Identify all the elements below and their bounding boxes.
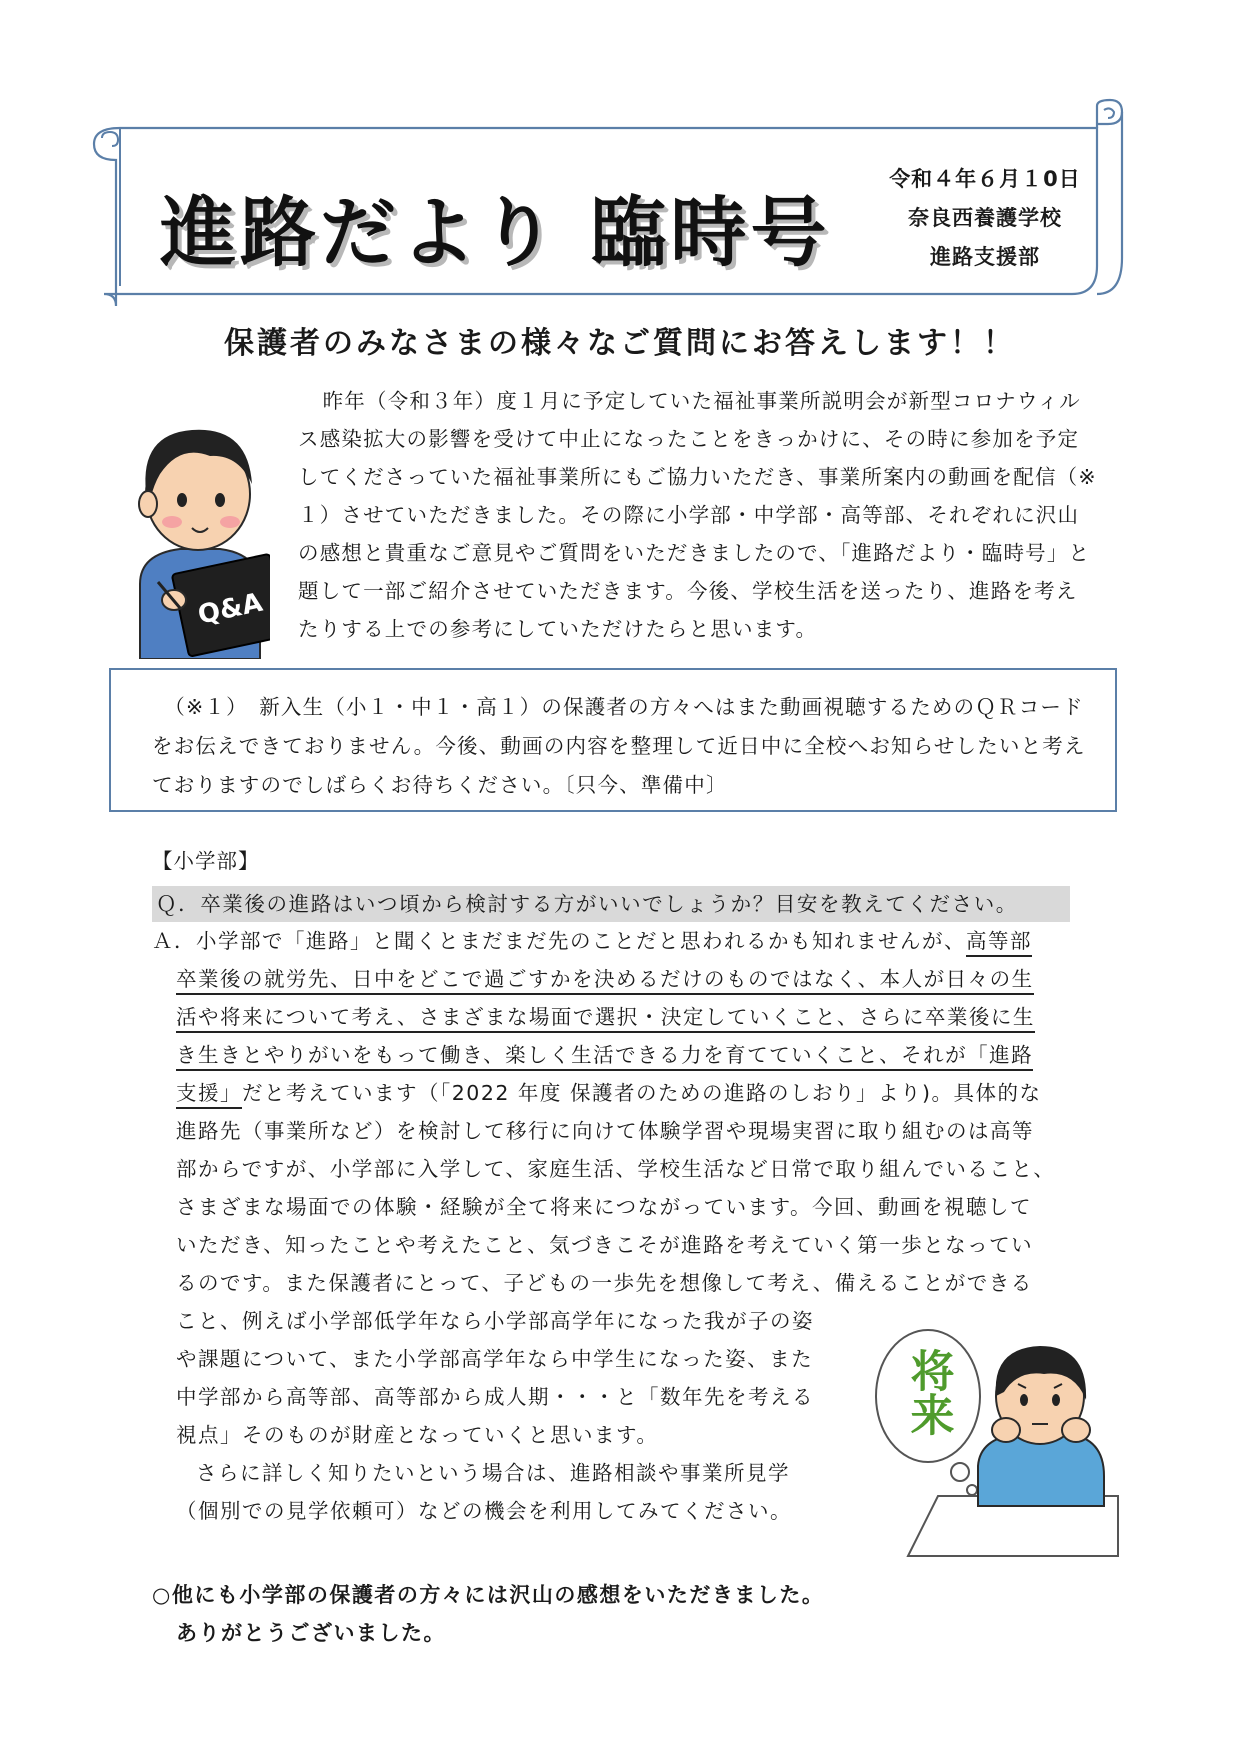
intro-paragraph: 昨年（令和３年）度１月に予定していた福祉事業所説明会が新型コロナウィルス感染拡大の影響を受けて中止になったことをきっかけに、その時に参加を予定してくださっていた福祉事業所にもご協力いただき、事業所案内の動画を配信（※１）させていただきました。その際に小学部・中学部・高等部、それぞれに沢山の感想と貴重なご意見やご質問をいただきましたので、「進路だより・臨時号」と題して一部ご紹介させていただきます。今後、学校生活を送ったり、進路を考えたりする上での参考にしていただけたらと思います。 <box>298 389 1097 641</box>
closing-line-2: ありがとうございました。 <box>176 1621 446 1645</box>
answer-line-10: るのです。また保護者にとって、子どもの一歩先を想像して考え、備えることができる <box>176 1271 1033 1295</box>
answer-line-14: 視点」そのものが財産となっていくと思います。 <box>176 1423 659 1447</box>
answer-line-7: 部からですが、小学部に入学して、家庭生活、学校生活など日常で取り組んでいること、 <box>176 1157 1056 1181</box>
department-name: 進路支援部 <box>930 245 1040 269</box>
answer-line-1 <box>152 922 1032 960</box>
thought-text: 将来 <box>902 1348 954 1436</box>
answer-line-6: 進路先（事業所など）を検討して移行に向けて体験学習や現場実習に取り組むのは高等 <box>176 1119 1034 1143</box>
school-name: 奈良西養護学校 <box>908 206 1062 230</box>
answer-line-11: こと、例えば小学部低学年なら小学部高学年になった我が子の姿 <box>176 1309 814 1333</box>
answer-underlined: 高等部 <box>966 929 1032 957</box>
answer-text: だと考えています（「2022 年度 保護者のための進路のしおり」より)。具体的な <box>242 1081 1042 1105</box>
clipboard-label: Q&A <box>195 587 266 631</box>
answer-line-8: さまざまな場面での体験・経験が全て将来につながっています。今回、動画を視聴して <box>176 1195 1032 1219</box>
answer-line-2 <box>176 960 1034 998</box>
note-text: （※１） 新入生（小１・中１・高１）の保護者の方々へはまた動画視聴するためのＱＲコードをお伝えできておりません。今後、動画の内容を整理して近日中に全校へお知らせしたいと考えておりますのでしばらくお待ちください。〔只今、準備中〕 <box>152 695 1086 797</box>
subtitle: 保護者のみなさまの様々なご質問にお答えします！！ <box>224 326 1016 361</box>
answer-line-15: さらに詳しく知りたいという場合は、進路相談や事業所見学 <box>196 1461 790 1485</box>
question-highlight: Ｑ．卒業後の進路はいつ頃から検討する方がいいでしょうか？目安を教えてください。 <box>152 886 1070 922</box>
issue-info <box>870 160 1100 277</box>
answer-line-4 <box>176 1036 1033 1074</box>
answer-line-13: 中学部から高等部、高等部から成人期・・・と「数年先を考える <box>176 1385 814 1409</box>
answer-line-5 <box>176 1074 1041 1112</box>
answer-underlined: 支援」 <box>176 1081 242 1109</box>
answer-line-16: （個別での見学依頼可）などの機会を利用してみてください。 <box>176 1499 792 1523</box>
answer-line-3 <box>176 998 1035 1036</box>
page-title: 進路だより 臨時号 <box>160 188 831 277</box>
answer-underlined: 卒業後の就労先、日中をどこで過ごすかを決めるだけのものではなく、本人が日々の生 <box>176 967 1034 995</box>
section-heading: 【小学部】 <box>152 849 260 873</box>
issue-date: 令和４年６月１0日 <box>889 167 1081 191</box>
answer-line-9: いただき、知ったことや考えたこと、気づきこそが進路を考えていく第一歩となってい <box>176 1233 1034 1257</box>
answer-underlined: き生きとやりがいをもって働き、楽しく生活できる力を育てていくこと、それが「進路 <box>176 1043 1033 1071</box>
closing-line-1: ○他にも小学部の保護者の方々には沢山の感想をいただきました。 <box>152 1583 825 1607</box>
answer-line-12: や課題について、また小学部高学年なら中学生になった姿、また <box>176 1347 814 1371</box>
man-with-qa-clipboard-illustration <box>120 404 270 659</box>
answer-text: Ａ．小学部で「進路」と聞くとまだまだ先のことだと思われるかも知れませんが、 <box>152 929 966 953</box>
closing-message <box>152 1576 824 1652</box>
answer-underlined: 活や将来について考え、さまざまな場面で選択・決定していくこと、さらに卒業後に生 <box>176 1005 1035 1033</box>
thinking-boy-illustration <box>868 1326 1128 1566</box>
